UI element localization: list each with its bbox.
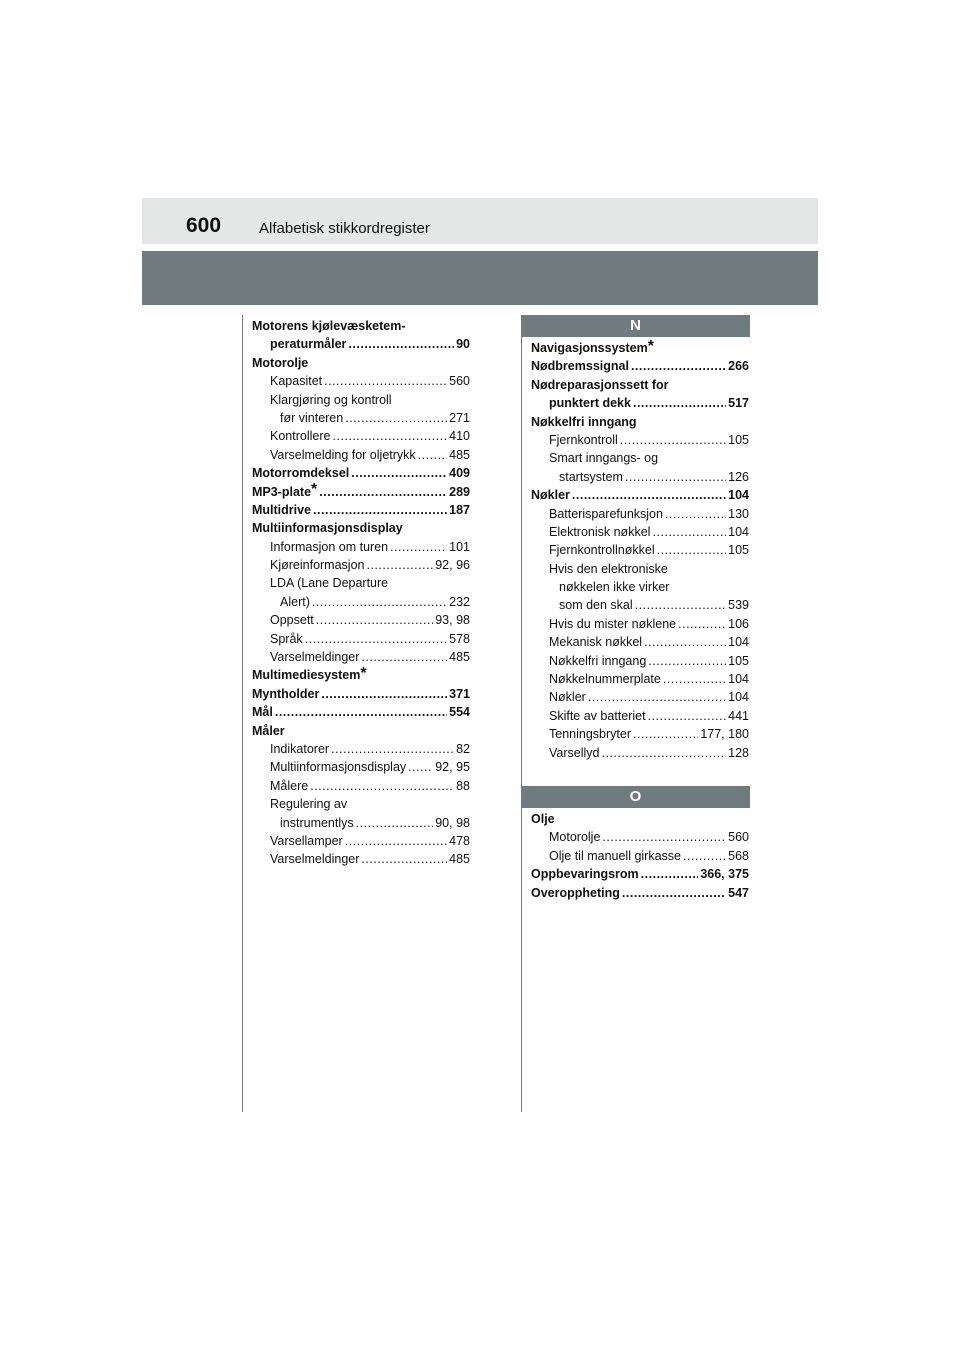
index-term [270, 574, 388, 592]
index-term [280, 814, 354, 832]
page-reference: 485 [449, 852, 470, 867]
left-column-rule [242, 315, 243, 1112]
dot-leader [631, 357, 726, 375]
page-reference: 106 [728, 616, 749, 631]
index-term [270, 648, 359, 666]
index-entry [531, 744, 749, 762]
index-entry [531, 468, 749, 486]
dot-leader [348, 335, 454, 353]
index-entry [531, 523, 749, 541]
dot-leader [345, 832, 447, 850]
index-term-text: Varselmelding for oljetrykk [270, 447, 416, 462]
index-term [270, 832, 343, 850]
page-reference: 409 [449, 466, 470, 481]
index-term [270, 758, 406, 776]
index-entry [252, 611, 470, 629]
index-term [252, 317, 406, 335]
index-term [549, 707, 646, 725]
index-term-text: Nødbremssignal [531, 359, 629, 374]
dot-leader [683, 847, 726, 865]
index-term-text: Skifte av batteriet [549, 708, 646, 723]
index-term-text: Olje [531, 812, 555, 826]
index-term-text: Mål [252, 705, 273, 720]
index-entry [531, 884, 749, 902]
index-term-text: Multidrive [252, 502, 312, 517]
index-term-text: Regulering av [270, 797, 348, 812]
index-entry [252, 703, 470, 721]
index-term-text: Kapasitet [270, 374, 323, 389]
section-banner [142, 251, 818, 305]
index-term [549, 431, 618, 449]
dot-leader [648, 652, 726, 670]
index-entry [252, 777, 470, 795]
index-entry [531, 413, 749, 431]
index-entry [252, 464, 470, 482]
index-entry [531, 615, 749, 633]
page-reference: 104 [728, 524, 749, 539]
index-term-text: Motorens kjølevæsketem- [252, 319, 406, 333]
index-entry [531, 652, 749, 670]
index-term [270, 795, 347, 813]
index-term [280, 409, 343, 427]
index-entry [531, 670, 749, 688]
page-reference: 104 [728, 672, 749, 687]
dot-leader [331, 740, 454, 758]
index-term [270, 850, 359, 868]
index-entry [252, 556, 470, 574]
index-term-text: Smart inngangs- og [549, 451, 659, 466]
index-term-text: Hvis du mister nøklene [549, 616, 677, 631]
page-reference: 105 [728, 543, 749, 558]
index-term [549, 688, 586, 706]
index-term-text: Overoppheting [531, 885, 620, 900]
index-term-text: Myntholder [252, 686, 320, 701]
index-term-text: Oppbevaringsrom [531, 867, 639, 882]
index-term-text: Hvis den elektroniske [549, 561, 668, 576]
index-term-text: Kontrollere [270, 429, 331, 444]
index-term [549, 449, 658, 467]
index-entry [531, 810, 749, 828]
index-term [531, 865, 639, 883]
index-entry [252, 483, 470, 501]
dot-leader [319, 483, 447, 501]
page-reference: 517 [728, 396, 749, 411]
index-term-text: Olje til manuell girkasse [549, 848, 681, 863]
page-reference: 560 [449, 374, 470, 389]
index-entry [252, 593, 470, 611]
index-entry [531, 725, 749, 743]
page-reference: 568 [728, 848, 749, 863]
index-term [270, 335, 346, 353]
page-reference: 104 [728, 488, 749, 503]
index-entry [531, 486, 749, 504]
page-reference: 177, 180 [700, 727, 749, 742]
index-term-text: Nøkler [549, 690, 586, 705]
footnote-star: * [647, 337, 654, 355]
index-term [270, 556, 364, 574]
page-reference: 485 [449, 447, 470, 462]
index-entry [252, 832, 470, 850]
index-term [549, 828, 600, 846]
dot-leader [665, 505, 726, 523]
index-term [270, 740, 329, 758]
index-entry [531, 707, 749, 725]
index-term-text: Multimediesystem [252, 668, 361, 683]
index-term [531, 413, 637, 431]
dot-leader [633, 725, 698, 743]
page-reference: 271 [449, 410, 470, 425]
index-term-text: før vinteren [280, 410, 344, 425]
index-entry [252, 685, 470, 703]
dot-leader [390, 538, 447, 556]
page-reference: 441 [728, 708, 749, 723]
index-entry [252, 409, 470, 427]
index-column-right-o [531, 810, 749, 902]
right-column-rule [521, 315, 522, 1112]
index-term [531, 357, 629, 375]
index-term [549, 744, 599, 762]
index-entry [252, 391, 470, 409]
index-entry [531, 688, 749, 706]
page-reference: 366, 375 [700, 867, 749, 882]
header-title: Alfabetisk stikkordregister [259, 220, 430, 237]
index-entry [252, 740, 470, 758]
index-entry [252, 427, 470, 445]
index-term [549, 394, 631, 412]
index-term [559, 596, 633, 614]
dot-leader [601, 744, 726, 762]
dot-leader [602, 828, 726, 846]
index-entry [531, 560, 749, 578]
page-reference: 371 [449, 686, 470, 701]
page-reference: 126 [728, 469, 749, 484]
index-term-text: Nødreparasjonssett for [531, 377, 669, 392]
index-entry [252, 501, 470, 519]
index-entry [252, 372, 470, 390]
index-entry [252, 630, 470, 648]
index-term-text: Informasjon om turen [270, 539, 389, 554]
page-reference: 128 [728, 745, 749, 760]
section-header-n: N [521, 315, 750, 337]
page-reference: 90 [456, 337, 470, 352]
page-reference: 232 [449, 594, 470, 609]
dot-leader [313, 501, 447, 519]
index-entry [252, 722, 470, 740]
index-term [270, 446, 416, 464]
dot-leader [635, 596, 726, 614]
index-term-text: Fjernkontrollnøkkel [549, 543, 655, 558]
index-entry [252, 758, 470, 776]
index-entry [531, 376, 749, 394]
page-reference: 90, 98 [435, 815, 470, 830]
page-reference: 88 [456, 778, 470, 793]
index-term-text: Varsellyd [549, 745, 600, 760]
index-term [549, 725, 631, 743]
index-term-text: Nøkler [531, 488, 570, 503]
index-entry [531, 828, 749, 846]
page-reference: 266 [728, 359, 749, 374]
page-reference: 478 [449, 833, 470, 848]
dot-leader [321, 685, 447, 703]
dot-leader [657, 541, 727, 559]
index-column-right-n [531, 339, 749, 762]
index-term [549, 523, 650, 541]
index-term-text: Varselmeldinger [270, 650, 360, 665]
index-term-text: Tenningsbryter [549, 727, 631, 742]
index-column-left [252, 317, 470, 869]
page-reference: 289 [449, 484, 470, 499]
index-term-text: Multiinformasjonsdisplay [252, 521, 403, 536]
dot-leader [644, 633, 726, 651]
index-entry [531, 633, 749, 651]
index-term [270, 630, 303, 648]
index-term [559, 578, 669, 596]
index-term [270, 427, 330, 445]
page-reference: 547 [728, 885, 749, 900]
index-entry [252, 850, 470, 868]
index-term [252, 354, 308, 372]
index-entry [252, 335, 470, 353]
dot-leader [312, 593, 447, 611]
page-reference: 82 [456, 741, 470, 756]
index-entry [531, 431, 749, 449]
index-term-text: som den skal [559, 598, 633, 613]
index-term-text: peraturmåler [270, 337, 347, 352]
index-term [252, 501, 311, 519]
dot-leader [345, 409, 447, 427]
page-reference: 485 [449, 650, 470, 665]
dot-leader [648, 707, 727, 725]
page-reference: 104 [728, 635, 749, 650]
index-term [531, 339, 654, 357]
index-term [252, 722, 285, 740]
index-term [280, 593, 310, 611]
index-entry [252, 519, 470, 537]
index-entry [252, 648, 470, 666]
dot-leader [310, 777, 454, 795]
index-entry [252, 574, 470, 592]
index-term-text: Oppsett [270, 613, 314, 628]
dot-leader [408, 758, 433, 776]
index-term [270, 391, 392, 409]
index-entry [252, 795, 470, 813]
index-term [531, 486, 570, 504]
index-term [270, 777, 308, 795]
dot-leader [418, 446, 447, 464]
index-term-text: Indikatorer [270, 741, 330, 756]
index-term [549, 847, 681, 865]
index-entry [252, 538, 470, 556]
index-term-text: Varselmeldinger [270, 852, 360, 867]
index-term-text: Elektronisk nøkkel [549, 524, 651, 539]
index-entry [531, 394, 749, 412]
page-reference: 92, 96 [435, 558, 470, 573]
index-term-text: Alert) [280, 594, 310, 609]
page-reference: 560 [728, 830, 749, 845]
page-reference: 105 [728, 432, 749, 447]
index-entry [252, 666, 470, 684]
page-reference: 93, 98 [435, 613, 470, 628]
dot-leader [678, 615, 726, 633]
index-entry [531, 505, 749, 523]
footnote-star: * [360, 665, 367, 683]
index-term [531, 810, 555, 828]
index-term-text: startsystem [559, 469, 623, 484]
index-term-text: Nøkkelnummerplate [549, 672, 661, 687]
index-entry [252, 814, 470, 832]
index-term [252, 685, 319, 703]
index-entry [531, 357, 749, 375]
index-term-text: Mekanisk nøkkel [549, 635, 643, 650]
dot-leader [588, 688, 726, 706]
index-entry [252, 446, 470, 464]
dot-leader [316, 611, 433, 629]
page-reference: 410 [449, 429, 470, 444]
index-entry [531, 339, 749, 357]
index-term-text: MP3-plate [252, 484, 312, 499]
dot-leader [620, 431, 726, 449]
page-number: 600 [186, 214, 222, 237]
index-term-text: Måler [252, 723, 285, 738]
page-reference: 104 [728, 690, 749, 705]
index-term-text: instrumentlys [280, 815, 354, 830]
index-entry [531, 578, 749, 596]
index-term-text: Varsellamper [270, 833, 343, 848]
dot-leader [663, 670, 726, 688]
index-term-text: Navigasjonssystem [531, 341, 648, 355]
dot-leader [633, 394, 726, 412]
page-reference: 187 [449, 502, 470, 517]
index-term [270, 372, 322, 390]
index-term-text: Motorolje [549, 830, 601, 845]
dot-leader [351, 464, 447, 482]
index-entry [252, 317, 470, 335]
index-term-text: Nøkkelfri inngang [531, 414, 637, 429]
dot-leader [356, 814, 434, 832]
index-term [549, 560, 668, 578]
index-term-text: Språk [270, 631, 303, 646]
dot-leader [625, 468, 726, 486]
dot-leader [324, 372, 447, 390]
dot-leader [366, 556, 433, 574]
index-term [549, 541, 655, 559]
index-entry [531, 541, 749, 559]
index-entry [531, 847, 749, 865]
dot-leader [641, 865, 699, 883]
index-term [559, 468, 623, 486]
index-term-text: LDA (Lane Departure [270, 576, 389, 591]
footnote-star: * [311, 481, 318, 499]
page-reference: 539 [728, 598, 749, 613]
page-reference: 554 [449, 705, 470, 720]
header-band [142, 198, 818, 244]
index-term-text: Målere [270, 778, 309, 793]
index-term [252, 519, 403, 537]
index-term [549, 505, 663, 523]
index-term [549, 652, 646, 670]
index-term [549, 615, 676, 633]
index-entry [531, 865, 749, 883]
index-term-text: Klargjøring og kontroll [270, 392, 392, 407]
index-term-text: Multiinformasjonsdisplay [270, 760, 407, 775]
index-term-text: Fjernkontroll [549, 432, 618, 447]
dot-leader [361, 850, 447, 868]
index-entry [531, 596, 749, 614]
index-entry [531, 449, 749, 467]
dot-leader [332, 427, 447, 445]
index-term [252, 483, 317, 501]
page-reference: 101 [449, 539, 470, 554]
index-term-text: nøkkelen ikke virker [559, 580, 670, 595]
index-entry [252, 354, 470, 372]
dot-leader [652, 523, 726, 541]
index-term-text: punktert dekk [549, 396, 631, 411]
page-reference: 578 [449, 631, 470, 646]
page-reference: 130 [728, 506, 749, 521]
page-reference: 105 [728, 653, 749, 668]
index-term [252, 703, 273, 721]
dot-leader [275, 703, 447, 721]
index-term [270, 611, 314, 629]
index-term [531, 376, 669, 394]
index-term [549, 670, 661, 688]
dot-leader [622, 884, 726, 902]
index-term-text: Nøkkelfri inngang [549, 653, 647, 668]
index-term-text: Kjøreinformasjon [270, 558, 365, 573]
section-header-o: O [521, 786, 750, 808]
index-term [270, 538, 388, 556]
index-term-text: Motorolje [252, 355, 309, 370]
dot-leader [305, 630, 447, 648]
dot-leader [361, 648, 447, 666]
dot-leader [572, 486, 726, 504]
index-term [252, 666, 367, 684]
index-term-text: Batterisparefunksjon [549, 506, 663, 521]
index-term [252, 464, 349, 482]
index-term [549, 633, 642, 651]
index-term [531, 884, 620, 902]
index-term-text: Motorromdeksel [252, 466, 350, 481]
page-reference: 92, 95 [435, 760, 470, 775]
